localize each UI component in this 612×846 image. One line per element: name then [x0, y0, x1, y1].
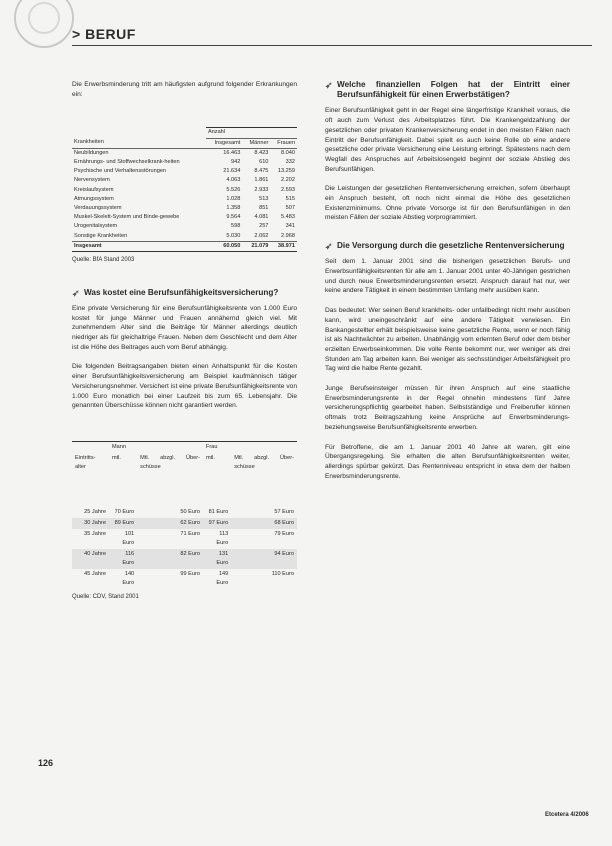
column-header-frauen: Frauen: [270, 138, 297, 148]
cell-label: Neubildungen: [74, 149, 109, 156]
premium-table: [72, 441, 297, 589]
premium-group-maenner: Mann: [109, 441, 203, 453]
premium-cell: 81 Euro: [208, 508, 229, 515]
causes-table-row: [72, 222, 297, 231]
premium-col-abzgl-maenner: Mtl. abzgl. Über-schüsse: [140, 454, 200, 470]
heading-folgen: [325, 80, 570, 100]
table1-source: Quelle: BfA Stand 2003: [72, 257, 135, 264]
cell-frauen: 2.968: [281, 232, 295, 239]
heading-folgen-text: Welche finanziellen Folgen hat der Eintritt einer Berufsunfähigkeit für einen Erwerbstätigen?: [337, 80, 570, 100]
cell-insgesamt: 4.063: [226, 177, 241, 184]
arrow-icon: ➶: [72, 287, 80, 298]
premium-cell: 99 Euro: [180, 570, 200, 577]
causes-table-row: [72, 176, 297, 185]
causes-table-row: [72, 213, 297, 222]
cell-insgesamt: 1.028: [226, 195, 241, 202]
premium-cell: 35 Jahre: [84, 530, 106, 537]
premium-cell: 79 Euro: [274, 530, 294, 537]
table-total-insgesamt: 60.050: [206, 241, 242, 251]
cell-label: Nervensystem: [74, 177, 110, 184]
causes-table-row: [72, 204, 297, 213]
causes-table-group-header: [72, 128, 297, 138]
cell-label: Atmungssystem: [74, 195, 114, 202]
table-total-label: Insgesamt: [72, 241, 206, 251]
premium-cell: 149 Euro: [216, 570, 229, 586]
cell-maenner: 513: [259, 195, 269, 202]
header-rule: [72, 45, 592, 46]
cell-frauen: 8.040: [281, 149, 295, 156]
cell-label: Ernährungs- und Stoffwechselkrank-heiten: [74, 159, 180, 166]
cell-maenner: 1.861: [254, 177, 269, 184]
table2-source: Quelle: CDV, Stand 2001: [72, 593, 139, 600]
left-column: [72, 80, 297, 603]
premium-cell: 131 Euro: [203, 549, 231, 569]
causes-table-row: [72, 195, 297, 204]
cell-frauen: 2.593: [281, 186, 295, 193]
page-number: 126: [38, 758, 54, 768]
paragraph-folgen-2: Die Leistungen der gesetzlichen Rentenversicherung erreichen, sofern überhaupt ein Anspruch besteht, oft noch nicht einmal die Höhe des gesetzlichen Existenzminimums. Ohne private Vorsorge ist für den Berufsunfähigen in den meisten Fällen der soziale Abstieg vorprogrammiert.: [325, 185, 570, 222]
premium-cell: 62 Euro: [137, 518, 203, 529]
right-column: [325, 80, 570, 491]
paragraph-kosten-1: Eine private Versicherung für eine Berufsunfähigkeitsrente von 1.000 Euro kostet für junge Männer und Frauen annähernd gleich viel. Mit zunehmendem Alter sind die Beiträge für Männer allerdings deutlich niedriger als für gleichaltrige Frauen. Neben dem Geschlecht und dem Alter ist die Höhe des Beitrages auch vom Beruf abhängig.: [72, 304, 297, 351]
cell-maenner: 257: [259, 223, 269, 230]
cell-label: Sonstige Krankheiten: [74, 232, 128, 239]
premium-col-eintrittsalter: Eintritts-alter: [75, 454, 96, 470]
cell-frauen: 515: [285, 195, 295, 202]
cell-insgesamt: 942: [231, 159, 241, 166]
cell-label: Muskel-Skelett-System und Binde-gewebe: [74, 214, 180, 221]
premium-cell: 30 Jahre: [72, 518, 109, 529]
premium-cell: 25 Jahre: [84, 508, 106, 515]
table-total-frauen: 38.971: [270, 241, 297, 251]
premium-table-row: [72, 529, 297, 549]
premium-cell: 45 Jahre: [84, 570, 106, 577]
premium-cell: 94 Euro: [231, 549, 297, 569]
heading-versorgung-text: Die Versorgung durch die gesetzliche Rentenversicherung: [337, 241, 565, 251]
cell-label: Verdauungssystem: [74, 205, 122, 212]
cell-maenner: 4.081: [254, 214, 269, 221]
cell-label: Urogenitalsystem: [74, 223, 118, 230]
premium-cell: 40 Jahre: [72, 549, 109, 569]
cell-maenner: 2.062: [254, 232, 269, 239]
cell-insgesamt: 1.358: [226, 205, 241, 212]
premium-cell: 101 Euro: [122, 530, 135, 546]
arrow-icon: ➶: [325, 80, 333, 90]
premium-table-row: [72, 549, 297, 569]
premium-cell: 113 Euro: [216, 530, 229, 546]
causes-table-row: [72, 158, 297, 167]
premium-cell: 68 Euro: [231, 518, 297, 529]
cell-insgesamt: 16.463: [223, 149, 241, 156]
cell-insgesamt: 21.634: [223, 168, 241, 175]
paragraph-versorgung-1: Seit dem 1. Januar 2001 sind die bisherigen gesetzlichen Berufs- und Erwerbsunfähigkeitsrenten für alle am 1. Januar 2001 unter 40-Jährigen gestrichen und durch neue Erwerbsminderungsrenten ersetzt. Anspruch darauf hat nur, wer keine andere Tätigkeit in einem bestimmten Umfang mehr ausüben kann.: [325, 258, 570, 295]
decorative-ring-graphic-inner: [28, 2, 60, 34]
table-total-maenner: 21.079: [242, 241, 270, 251]
causes-table-body: [72, 148, 297, 241]
section-title: > BERUF: [72, 26, 136, 42]
premium-table-header-row: [72, 453, 297, 507]
causes-table-row: [72, 232, 297, 242]
cell-frauen: 507: [285, 205, 295, 212]
premium-table-group-header: [72, 441, 297, 453]
premium-table-row: [72, 518, 297, 529]
issue-label: Etcetera 4/2006: [545, 812, 589, 818]
causes-table-row: [72, 167, 297, 176]
premium-cell: 57 Euro: [274, 508, 294, 515]
intro-paragraph: Die Erwerbsminderung tritt am häufigsten aufgrund folgender Erkrankungen ein:: [72, 81, 297, 98]
premium-group-frauen: Frau: [203, 441, 297, 453]
paragraph-folgen-1: Einer Berufsunfähigkeit geht in der Regel eine längerfristige Krankheit voraus, die oft auch zum Verlust des Arbeitsplatzes führt. Die Krankengeldzahlung der gesetzlichen oder privaten Krankenversicherung endet in den meisten Fällen nach Eintritt der Berufsunfähigkeit. Dabei spielt es auch keine Rolle ob eine andere gesetzliche oder private Versicherung eine Leistung erbringt. Spätestens nach dem Wegfall des Anspruches auf Arbeitslosengeld beginnt der soziale Abstieg des Berufsunfähigen.: [325, 107, 570, 173]
cell-maenner: 851: [259, 205, 269, 212]
cell-frauen: 332: [285, 159, 295, 166]
paragraph-versorgung-2: Das bedeutet: Wer seinen Beruf krankheits- oder unfallbedingt nicht mehr ausüben kann, wird uneingeschränkt auf eine andere Tätigkeit verwiesen. Ein Bankangestellter erhält beispielsweise keine gesetzliche Rente, wenn er noch fähig ist als Nachtwächter zu arbeiten. Unabhängig vom erlernten Beruf oder dem bisher erzielten Erwerbseinkommen. Die volle Rente bekommt nur, wer weniger als drei Stunden am Tag arbeiten kann. Bei weniger als sechsstündiger Arbeitsfähigkeit pro Tag wird die halbe Rente gezahlt.: [325, 307, 570, 373]
causes-table: [72, 127, 297, 252]
premium-cell: 71 Euro: [180, 530, 200, 537]
premium-table-row: [72, 569, 297, 589]
premium-cell: 110 Euro: [271, 570, 294, 577]
cell-frauen: 13.259: [277, 168, 295, 175]
premium-col-mtl-maenner: mtl.: [111, 454, 121, 461]
cell-frauen: 5.483: [281, 214, 295, 221]
cell-label: Psychische und Verhaltensstörungen: [74, 168, 167, 175]
heading-kosten: [72, 288, 297, 298]
premium-cell: 70 Euro: [114, 508, 135, 515]
paragraph-kosten-2: Die folgenden Beitragsangaben bieten einen Anhaltspunkt für die Kosten einer Berufsunfähigkeitsversicherung am Beispiel kaufmännisch tätiger Versicherungsnehmer. Versichert ist eine private Berufsunfähigkeitsrente von 1.000 Euro monatlich bei einer Laufzeit bis zum 65. Lebensjahr. Die genannten Überschüsse können nicht garantiert werden.: [72, 363, 297, 410]
table-group-header-anzahl: Anzahl: [206, 128, 297, 138]
column-header-maenner: Männer: [242, 138, 270, 148]
causes-table-total-row: [72, 241, 297, 251]
cell-maenner: 610: [259, 159, 269, 166]
cell-insgesamt: 5.030: [226, 232, 241, 239]
causes-table-row: [72, 148, 297, 158]
heading-kosten-text: Was kostet eine Berufsunfähigkeitsversicherung?: [84, 287, 279, 297]
arrow-icon: ➶: [325, 241, 333, 252]
premium-cell: 50 Euro: [180, 508, 200, 515]
premium-table-row: [72, 507, 297, 518]
premium-table-body: [72, 507, 297, 589]
paragraph-versorgung-4: Für Betroffene, die am 1. Januar 2001 40 Jahre alt waren, gilt eine Übergangsregelung. Sie erhalten die alten Berufsunfähigkeitsrenten weiter, allerdings spürbar gekürzt. Das Rentenniveau entspricht in etwa dem der halben Erwerbsminderungsrente.: [325, 443, 570, 480]
causes-table-header-row: [72, 138, 297, 148]
column-header-insgesamt: Insgesamt: [206, 138, 242, 148]
premium-cell: 89 Euro: [109, 518, 137, 529]
cell-frauen: 341: [285, 223, 295, 230]
cell-maenner: 2.933: [254, 186, 269, 193]
cell-insgesamt: 9.564: [226, 214, 241, 221]
cell-insgesamt: 5.526: [226, 186, 241, 193]
premium-cell: 82 Euro: [137, 549, 203, 569]
column-header-krankheiten: Krankheiten: [72, 138, 206, 148]
causes-table-row: [72, 186, 297, 195]
premium-col-abzgl-frauen: Mtl. abzgl. Über-schüsse: [234, 454, 294, 470]
cell-maenner: 8.423: [254, 149, 269, 156]
cell-frauen: 2.202: [281, 177, 295, 184]
premium-col-mtl-frauen: mtl.: [205, 454, 215, 461]
heading-versorgung: [325, 241, 570, 251]
premium-cell: 97 Euro: [203, 518, 231, 529]
cell-insgesamt: 598: [231, 223, 241, 230]
paragraph-versorgung-3: Junge Berufseinsteiger müssen für ihren Anspruch auf eine staatliche Erwerbsminderungsrente in der Regel ohnehin mindestens fünf Jahre versicherungspflichtig gearbeitet haben. Selbstständige und Freiberufler können oftmals trotz Beitragszahlung keine Ansprüche auf Erwerbsminderungs- beziehungsweise Berufsunfähigkeitsrente erwerben.: [325, 385, 570, 431]
cell-maenner: 8.475: [254, 168, 269, 175]
cell-label: Kreislaufsystem: [74, 186, 114, 193]
premium-cell: 140 Euro: [122, 570, 135, 586]
premium-cell: 116 Euro: [109, 549, 137, 569]
